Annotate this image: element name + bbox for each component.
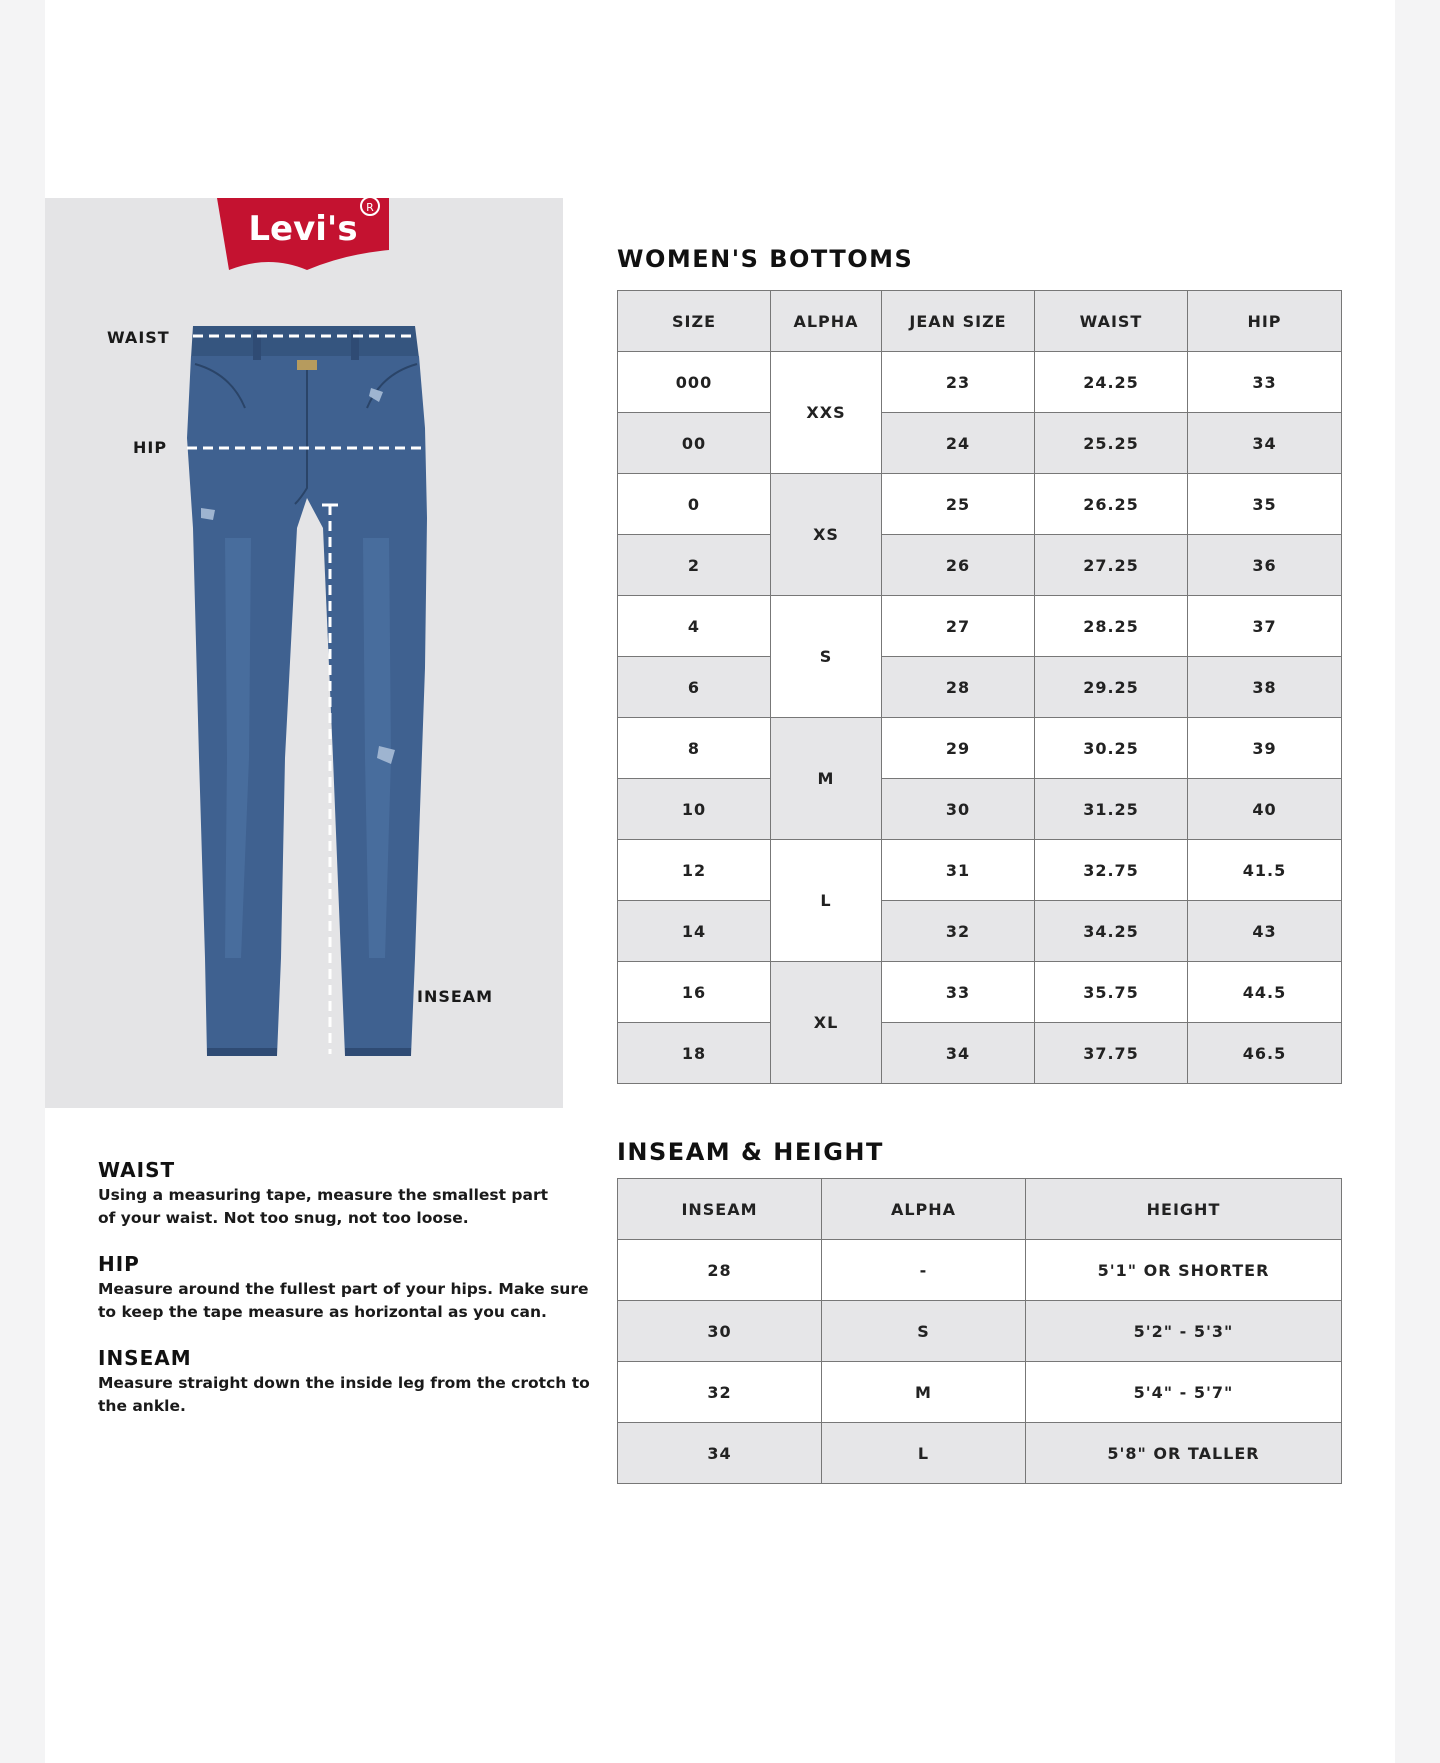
- size-cell: 14: [618, 901, 771, 962]
- waist-label: WAIST: [107, 328, 170, 347]
- jean-size-cell: 28: [882, 657, 1035, 718]
- size-cell: 8: [618, 718, 771, 779]
- jean-size-cell: 23: [882, 352, 1035, 413]
- header-inseam: INSEAM: [618, 1179, 822, 1240]
- height-cell: 5'4" - 5'7": [1026, 1362, 1342, 1423]
- waist-cell: 32.75: [1035, 840, 1188, 901]
- inseam-cell: 30: [618, 1301, 822, 1362]
- levis-logo: [217, 198, 389, 270]
- registered-mark: R: [366, 201, 374, 214]
- height-cell: 5'8" OR TALLER: [1026, 1423, 1342, 1484]
- size-cell: 000: [618, 352, 771, 413]
- table-row: [618, 1023, 1342, 1084]
- inseam-height-title: INSEAM & HEIGHT: [617, 1138, 884, 1166]
- table-row: [618, 1423, 1342, 1484]
- jean-size-cell: 26: [882, 535, 1035, 596]
- hip-guide: [98, 1252, 618, 1324]
- jean-size-cell: 31: [882, 840, 1035, 901]
- table-row: [618, 962, 1342, 1023]
- jean-size-cell: 34: [882, 1023, 1035, 1084]
- table-row: [618, 1362, 1342, 1423]
- table-row: [618, 596, 1342, 657]
- inseam-guide-line-1: Measure straight down the inside leg from the crotch to: [98, 1374, 590, 1392]
- waist-cell: 31.25: [1035, 779, 1188, 840]
- inseam-label: INSEAM: [417, 987, 494, 1006]
- jean-size-cell: 33: [882, 962, 1035, 1023]
- header-size: SIZE: [618, 291, 771, 352]
- inseam-height-table: [617, 1178, 1342, 1484]
- size-cell: 2: [618, 535, 771, 596]
- hip-cell: 35: [1188, 474, 1342, 535]
- inseam-cell: 28: [618, 1240, 822, 1301]
- hip-cell: 37: [1188, 596, 1342, 657]
- inseam-cell: 34: [618, 1423, 822, 1484]
- table-row: [618, 1240, 1342, 1301]
- size-cell: 16: [618, 962, 771, 1023]
- table-row: [618, 901, 1342, 962]
- height-cell: 5'2" - 5'3": [1026, 1301, 1342, 1362]
- jean-size-cell: 32: [882, 901, 1035, 962]
- waist-cell: 24.25: [1035, 352, 1188, 413]
- jean-size-cell: 30: [882, 779, 1035, 840]
- waist-guide: [98, 1158, 618, 1230]
- jeans-measurement-figure: [45, 198, 563, 1108]
- inseam-guide-line-2: the ankle.: [98, 1397, 186, 1415]
- size-cell: 12: [618, 840, 771, 901]
- size-cell: 4: [618, 596, 771, 657]
- waist-guide-line-2: of your waist. Not too snug, not too loose.: [98, 1209, 469, 1227]
- waist-cell: 30.25: [1035, 718, 1188, 779]
- alpha-cell: M: [771, 718, 882, 840]
- hip-cell: 46.5: [1188, 1023, 1342, 1084]
- size-cell: 0: [618, 474, 771, 535]
- waist-cell: 29.25: [1035, 657, 1188, 718]
- waist-cell: 34.25: [1035, 901, 1188, 962]
- table-row: [618, 413, 1342, 474]
- alpha-cell: L: [771, 840, 882, 962]
- alpha-cell: -: [822, 1240, 1026, 1301]
- alpha-cell: S: [822, 1301, 1026, 1362]
- size-guide-page: [45, 0, 1395, 1763]
- hip-cell: 39: [1188, 718, 1342, 779]
- table-row: [618, 474, 1342, 535]
- hip-cell: 44.5: [1188, 962, 1342, 1023]
- womens-bottoms-table: [617, 290, 1342, 1084]
- hip-cell: 41.5: [1188, 840, 1342, 901]
- waist-cell: 35.75: [1035, 962, 1188, 1023]
- waist-cell: 26.25: [1035, 474, 1188, 535]
- jean-size-cell: 25: [882, 474, 1035, 535]
- table-row: [618, 1301, 1342, 1362]
- waist-cell: 37.75: [1035, 1023, 1188, 1084]
- table-row: [618, 840, 1342, 901]
- alpha-cell: S: [771, 596, 882, 718]
- table-row: [618, 535, 1342, 596]
- jean-size-cell: 24: [882, 413, 1035, 474]
- inseam-guide-title: INSEAM: [98, 1346, 192, 1370]
- table-row: [618, 718, 1342, 779]
- waist-cell: 27.25: [1035, 535, 1188, 596]
- hip-cell: 38: [1188, 657, 1342, 718]
- hip-cell: 40: [1188, 779, 1342, 840]
- jeans-shape: [187, 326, 427, 1056]
- jean-size-cell: 27: [882, 596, 1035, 657]
- waist-cell: 28.25: [1035, 596, 1188, 657]
- header-alpha: ALPHA: [822, 1179, 1026, 1240]
- alpha-cell: XL: [771, 962, 882, 1084]
- waist-guide-line-1: Using a measuring tape, measure the smallest part: [98, 1186, 549, 1204]
- hip-label: HIP: [133, 438, 168, 457]
- size-cell: 6: [618, 657, 771, 718]
- hip-cell: 43: [1188, 901, 1342, 962]
- table-row: [618, 779, 1342, 840]
- table-header-row: [618, 291, 1342, 352]
- header-hip: HIP: [1188, 291, 1342, 352]
- waist-cell: 25.25: [1035, 413, 1188, 474]
- header-jean-size: JEAN SIZE: [882, 291, 1035, 352]
- header-height: HEIGHT: [1026, 1179, 1342, 1240]
- hip-guide-line-2: to keep the tape measure as horizontal as you can.: [98, 1303, 547, 1321]
- size-cell: 00: [618, 413, 771, 474]
- alpha-cell: XXS: [771, 352, 882, 474]
- inseam-guide: [98, 1346, 618, 1418]
- header-waist: WAIST: [1035, 291, 1188, 352]
- table-header-row: [618, 1179, 1342, 1240]
- jean-size-cell: 29: [882, 718, 1035, 779]
- alpha-cell: L: [822, 1423, 1026, 1484]
- hip-cell: 34: [1188, 413, 1342, 474]
- alpha-cell: M: [822, 1362, 1026, 1423]
- size-cell: 18: [618, 1023, 771, 1084]
- levis-logo-text: Levi's: [248, 209, 358, 249]
- inseam-cell: 32: [618, 1362, 822, 1423]
- height-cell: 5'1" OR SHORTER: [1026, 1240, 1342, 1301]
- size-cell: 10: [618, 779, 771, 840]
- womens-bottoms-title: WOMEN'S BOTTOMS: [617, 245, 914, 273]
- hip-cell: 36: [1188, 535, 1342, 596]
- hip-guide-title: HIP: [98, 1252, 140, 1276]
- alpha-cell: XS: [771, 474, 882, 596]
- table-row: [618, 352, 1342, 413]
- waist-guide-title: WAIST: [98, 1158, 176, 1182]
- table-row: [618, 657, 1342, 718]
- hip-cell: 33: [1188, 352, 1342, 413]
- hip-guide-line-1: Measure around the fullest part of your hips. Make sure: [98, 1280, 589, 1298]
- header-alpha: ALPHA: [771, 291, 882, 352]
